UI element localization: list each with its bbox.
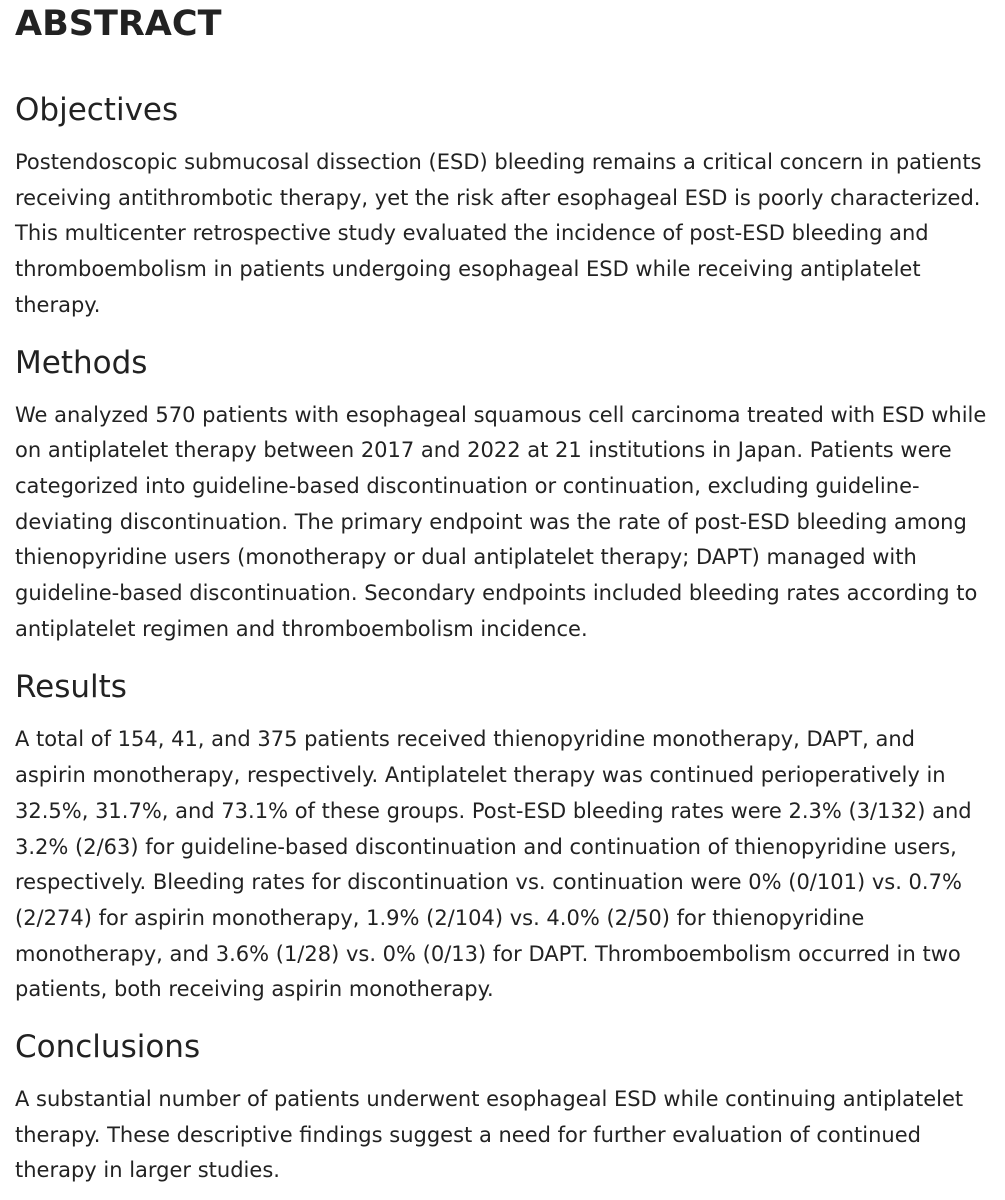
conclusions-paragraph: A substantial number of patients underwent esophageal ESD while continuing antiplatelet therapy. These descriptive findings suggest a need for further evaluation of continued therapy in larger studies. <box>15 1087 964 1183</box>
objectives-paragraph: Postendoscopic submucosal dissection (ESD) bleeding remains a critical concern in patients receiving antithrombotic therapy, yet the risk after esophageal ESD is poorly characterized. This multicenter retrospective study evaluated the incidence of post-ESD bleeding and thromboembolism in patients undergoing esophageal ESD while receiving antiplatelet therapy. <box>15 150 982 317</box>
results-heading: Results <box>15 669 127 706</box>
abstract-title: ABSTRACT <box>15 4 222 44</box>
conclusions-heading: Conclusions <box>15 1029 201 1066</box>
objectives-heading: Objectives <box>15 92 179 128</box>
methods-paragraph: We analyzed 570 patients with esophageal squamous cell carcinoma treated with ESD while on antiplatelet therapy between 2017 and 2022 at 21 institutions in Japan. Patients were categorized into guideline-based discontinuation or continuation, excluding guideline-deviating discontinuation. The primary endpoint was the rate of post-ESD bleeding among thienopyridine users (monotherapy or dual antiplatelet therapy; DAPT) managed with guideline-based discontinuation. Secondary endpoints included bleeding rates according to antiplatelet regimen and thromboembolism incidence. <box>15 402 987 641</box>
results-paragraph: A total of 154, 41, and 375 patients received thienopyridine monotherapy, DAPT, and aspirin monotherapy, respectively. Antiplatelet therapy was continued perioperatively in 32.5%, 31.7%, and 73.1% of these groups. Post-ESD bleeding rates were 2.3% (3/132) and 3.2% (2/63) for guideline-based discontinuation and continuation of thienopyridine users, respectively. Bleeding rates for discontinuation vs. continuation were 0% (0/101) vs. 0.7% (2/274) for aspirin monotherapy, 1.9% (2/104) vs. 4.0% (2/50) for thienopyridine monotherapy, and 3.6% (1/28) vs. 0% (0/13) for DAPT. Thromboembolism occurred in two patients, both receiving aspirin monotherapy. <box>15 727 972 1002</box>
methods-heading: Methods <box>15 344 148 381</box>
